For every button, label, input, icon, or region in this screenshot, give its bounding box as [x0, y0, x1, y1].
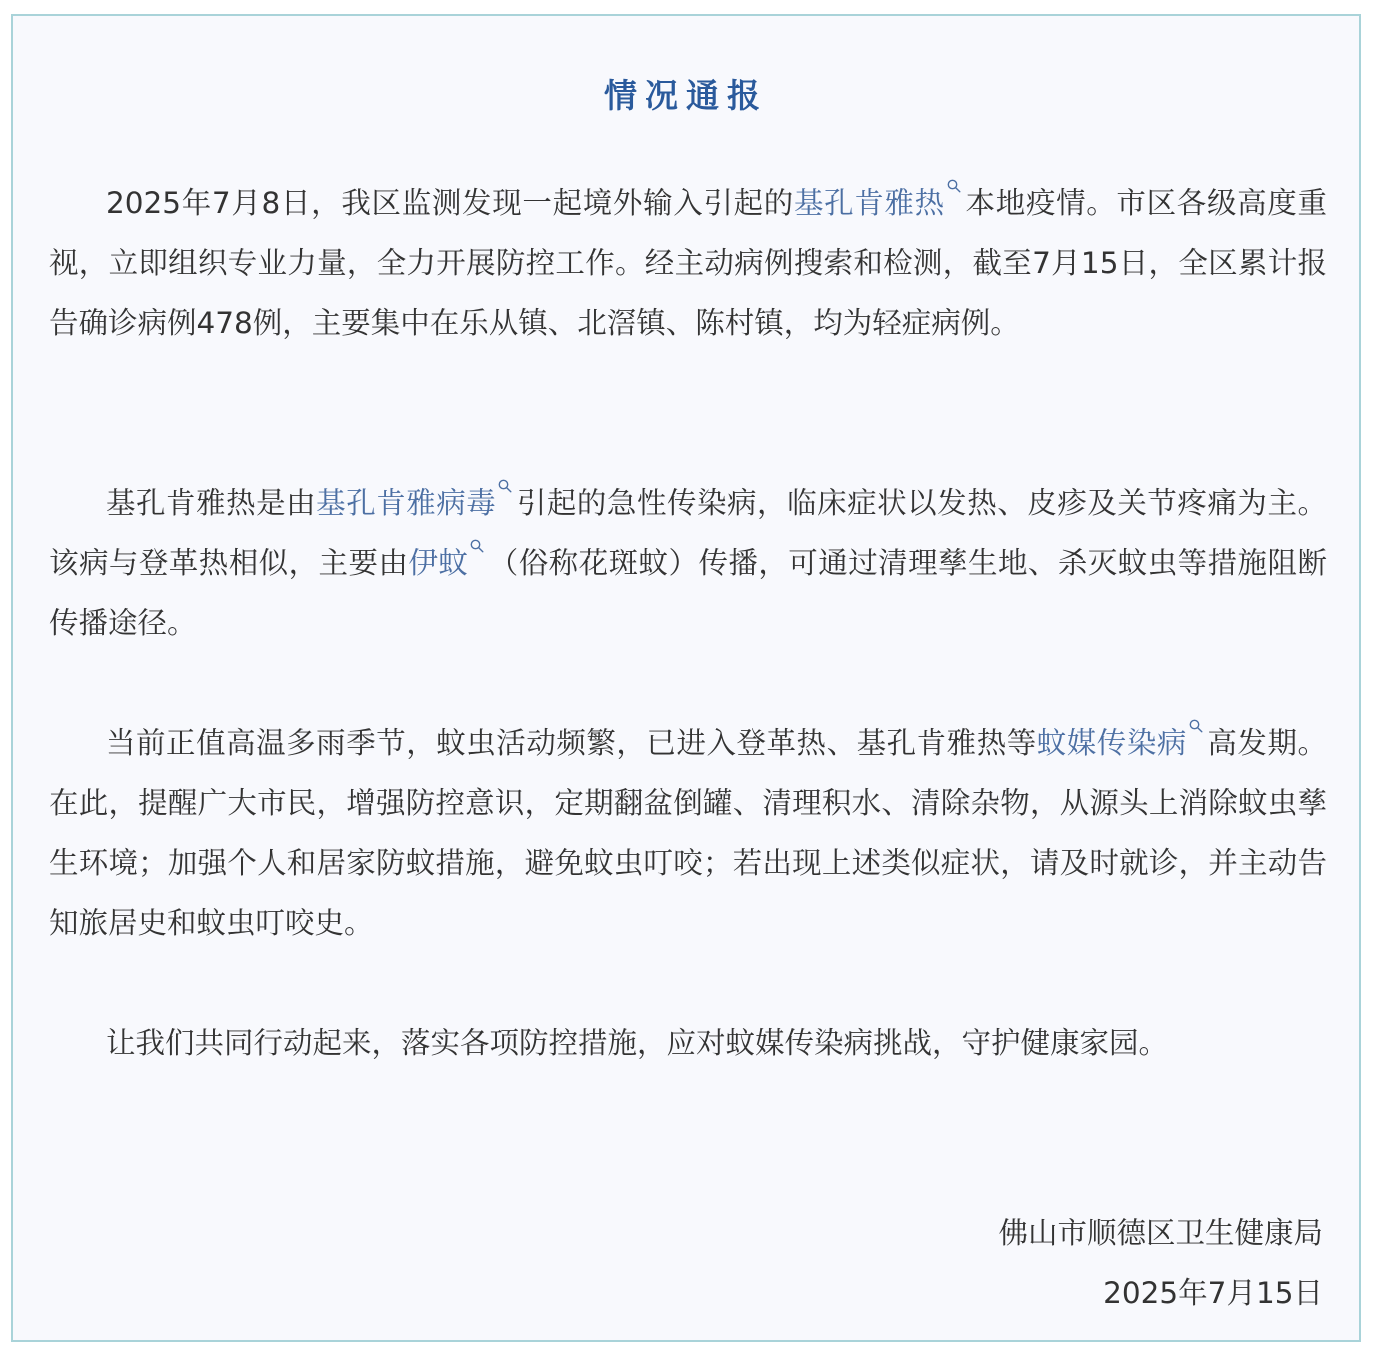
paragraph-call-to-action — [49, 1013, 1327, 1073]
paragraph-text: 基孔肯雅热是由 — [106, 486, 317, 520]
notice-frame — [11, 14, 1361, 1342]
paragraph-text: （俗称花斑蚊）传播，可通过清理孳生地、杀灭蚊虫等措施阻断传播途径。 — [49, 546, 1327, 640]
signature-organization: 佛山市顺德区卫生健康局 — [998, 1216, 1323, 1250]
notice-title: 情况通报 — [604, 76, 768, 115]
keyword-link-chikungunya-virus[interactable]: 基孔肯雅病毒 — [316, 486, 497, 520]
search-icon[interactable] — [498, 479, 512, 493]
paragraph-prevention — [49, 713, 1327, 953]
paragraph-text: 当前正值高温多雨季节，蚊虫活动频繁，已进入登革热、基孔肯雅热等 — [106, 726, 1037, 760]
paragraph-text: 引起的急性传染病，临床症状以发热、皮疹及关节疼痛为主。该病与登革热相似，主要由 — [49, 486, 1327, 580]
search-icon[interactable] — [1189, 719, 1203, 733]
keyword-link-chikungunya-fever[interactable]: 基孔肯雅热 — [793, 186, 945, 220]
signature-date: 2025年7月15日 — [1103, 1276, 1323, 1310]
keyword-link-aedes[interactable]: 伊蚊 — [408, 546, 469, 580]
search-icon[interactable] — [470, 539, 484, 553]
paragraph-text: 高发期。在此，提醒广大市民，增强防控意识，定期翻盆倒罐、清理积水、清除杂物，从源头上消除蚊虫孳生环境；加强个人和居家防蚊措施，避免蚊虫叮咬；若出现上述类似症状，请及时就诊，并主动告知旅居史和蚊虫叮咬史。 — [49, 726, 1327, 940]
search-icon[interactable] — [947, 179, 961, 193]
paragraph-text: 本地疫情。市区各级高度重视，立即组织专业力量，全力开展防控工作。经主动病例搜索和检测，截至7月15日，全区累计报告确诊病例478例，主要集中在乐从镇、北滘镇、陈村镇，均为轻症病例。 — [49, 186, 1327, 340]
paragraph-text: 让我们共同行动起来，落实各项防控措施，应对蚊媒传染病挑战，守护健康家园。 — [106, 1026, 1169, 1060]
paragraph-disease-info — [49, 473, 1327, 653]
keyword-link-mosquito-borne-disease[interactable]: 蚊媒传染病 — [1036, 726, 1187, 760]
paragraph-outbreak — [49, 173, 1327, 353]
paragraph-text: 2025年7月8日，我区监测发现一起境外输入引起的 — [106, 186, 794, 220]
